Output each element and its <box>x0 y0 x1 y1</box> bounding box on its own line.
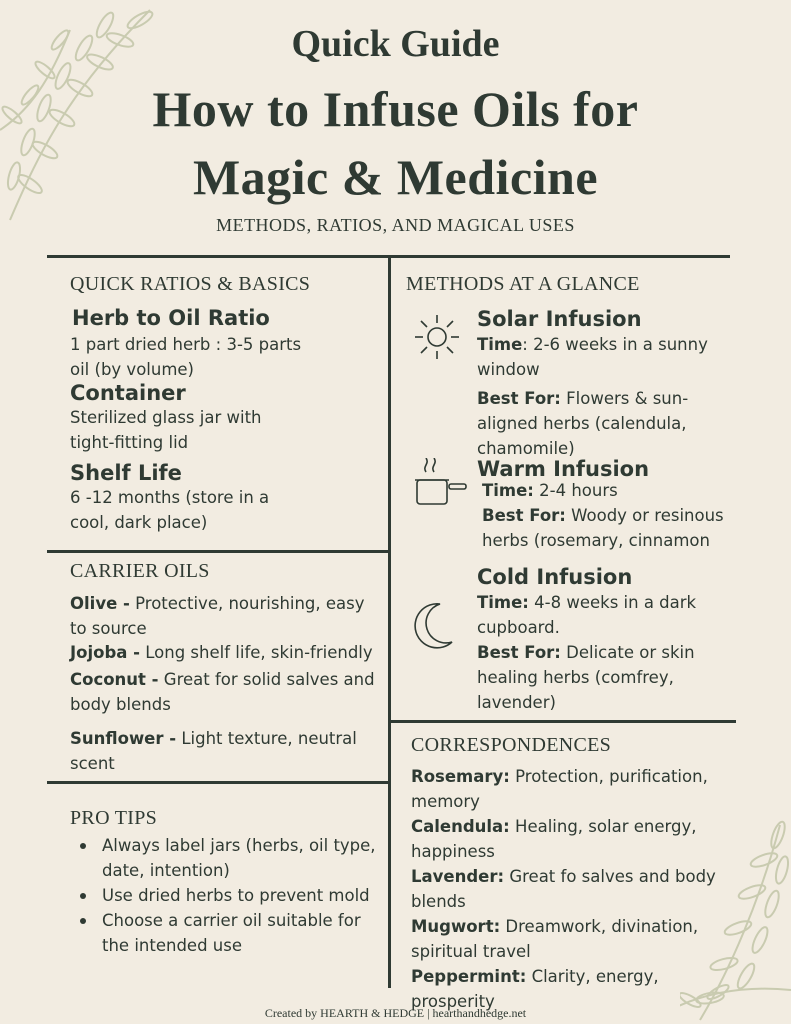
list-item: Calendula: Healing, solar energy, happiness <box>411 817 697 861</box>
page-subtitle: METHODS, RATIOS, AND MAGICAL USES <box>216 215 575 235</box>
best-for-text: Flowers & sun- <box>560 389 689 408</box>
correspondences-list <box>411 764 741 1014</box>
basics-item-ratio <box>70 306 380 382</box>
best-for-text: chamomile) <box>477 439 575 458</box>
time-text: 4-8 weeks in a dark <box>528 593 697 612</box>
carrier-item-olive <box>70 591 385 641</box>
guide-kicker: Quick Guide <box>291 23 500 65</box>
time-label: Time: <box>482 481 534 500</box>
best-for-text: aligned herbs (calendula, <box>477 414 687 433</box>
carrier-name: Sunflower - <box>70 729 177 748</box>
list-item: Lavender: Great fo salves and body blends <box>411 867 716 911</box>
basics-heading: QUICK RATIOS & BASICS <box>70 273 311 295</box>
best-for-label: Best For: <box>477 389 561 408</box>
best-for-label: Best For: <box>477 643 561 662</box>
tips-heading: PRO TIPS <box>70 807 158 829</box>
method-warm <box>477 457 737 553</box>
basics-item-text: Sterilized glass jar with <box>70 408 262 427</box>
best-for-text: healing herbs (comfrey, <box>477 668 674 687</box>
carrier-desc: Light texture, neutral <box>176 729 357 748</box>
tips-list <box>70 833 385 958</box>
center-divider <box>388 258 391 988</box>
carrier-item-sunflower <box>70 726 385 776</box>
basics-item-text: 1 part dried herb : 3-5 parts <box>70 335 302 354</box>
basics-item-text: tight-fitting lid <box>70 433 189 452</box>
best-for-text: Delicate or skin <box>560 643 695 662</box>
list-item: Peppermint: Clarity, energy, prosperity <box>411 967 659 1011</box>
basics-item-title: Shelf Life <box>70 461 182 485</box>
basics-item-text: cool, dark place) <box>70 513 208 532</box>
basics-item-container <box>70 381 380 455</box>
best-for-label: Best For: <box>482 506 566 525</box>
carrier-heading: CARRIER OILS <box>70 560 210 582</box>
right-divider-1 <box>391 720 736 723</box>
best-for-text: lavender) <box>477 693 556 712</box>
correspondences-heading: CORRESPONDENCES <box>411 734 612 756</box>
time-label: Time: <box>477 593 529 612</box>
list-item: Choose a carrier oil suitable for the intended use <box>70 908 385 958</box>
left-divider-1 <box>47 550 388 553</box>
carrier-name: Olive - <box>70 594 130 613</box>
carrier-desc: to source <box>70 619 147 638</box>
basics-item-text: 6 -12 months (store in a <box>70 488 270 507</box>
carrier-desc: Long shelf life, skin-friendly <box>140 643 373 662</box>
list-item: Mugwort: Dreamwork, divination, spiritual travel <box>411 917 699 961</box>
sun-icon <box>412 312 462 362</box>
moon-icon <box>414 600 458 650</box>
basics-item-text: oil (by volume) <box>70 360 194 379</box>
best-for-text: herbs (rosemary, cinnamon <box>482 531 710 550</box>
carrier-desc: Protective, nourishing, easy <box>129 594 365 613</box>
basics-item-shelf-life <box>70 461 380 535</box>
time-text: 2-4 hours <box>533 481 618 500</box>
carrier-item-coconut <box>70 667 385 717</box>
footer-credit: Created by HEARTH & HEDGE | hearthandhedge.net <box>264 1006 527 1020</box>
saucepan-icon <box>412 458 468 508</box>
list-item: Use dried herbs to prevent mold <box>70 883 385 908</box>
best-for-text: Woody or resinous <box>565 506 724 525</box>
carrier-name: Jojoba - <box>70 643 141 662</box>
time-label: Time <box>477 335 523 354</box>
basics-item-title: Herb to Oil Ratio <box>72 306 270 330</box>
page-title-line-2: Magic & Medicine <box>192 149 599 205</box>
method-title: Warm Infusion <box>477 457 650 481</box>
time-text: cupboard. <box>477 618 560 637</box>
basics-item-title: Container <box>70 381 186 405</box>
list-item: Always label jars (herbs, oil type, date, intention) <box>70 833 385 883</box>
carrier-desc: body blends <box>70 695 171 714</box>
time-text: window <box>477 360 540 379</box>
method-title: Solar Infusion <box>477 307 642 331</box>
list-item: Rosemary: Protection, purification, memory <box>411 767 708 811</box>
methods-heading: METHODS AT A GLANCE <box>406 273 640 295</box>
carrier-item-jojoba <box>70 640 385 665</box>
page-title-line-1: How to Infuse Oils for <box>152 81 639 137</box>
carrier-name: Coconut - <box>70 670 159 689</box>
carrier-desc: scent <box>70 754 115 773</box>
method-title: Cold Infusion <box>477 565 633 589</box>
method-solar <box>477 307 737 461</box>
carrier-desc: Great for solid salves and <box>158 670 375 689</box>
time-text: : 2-6 weeks in a sunny <box>522 335 708 354</box>
method-cold <box>477 565 737 715</box>
left-divider-2 <box>47 781 388 784</box>
